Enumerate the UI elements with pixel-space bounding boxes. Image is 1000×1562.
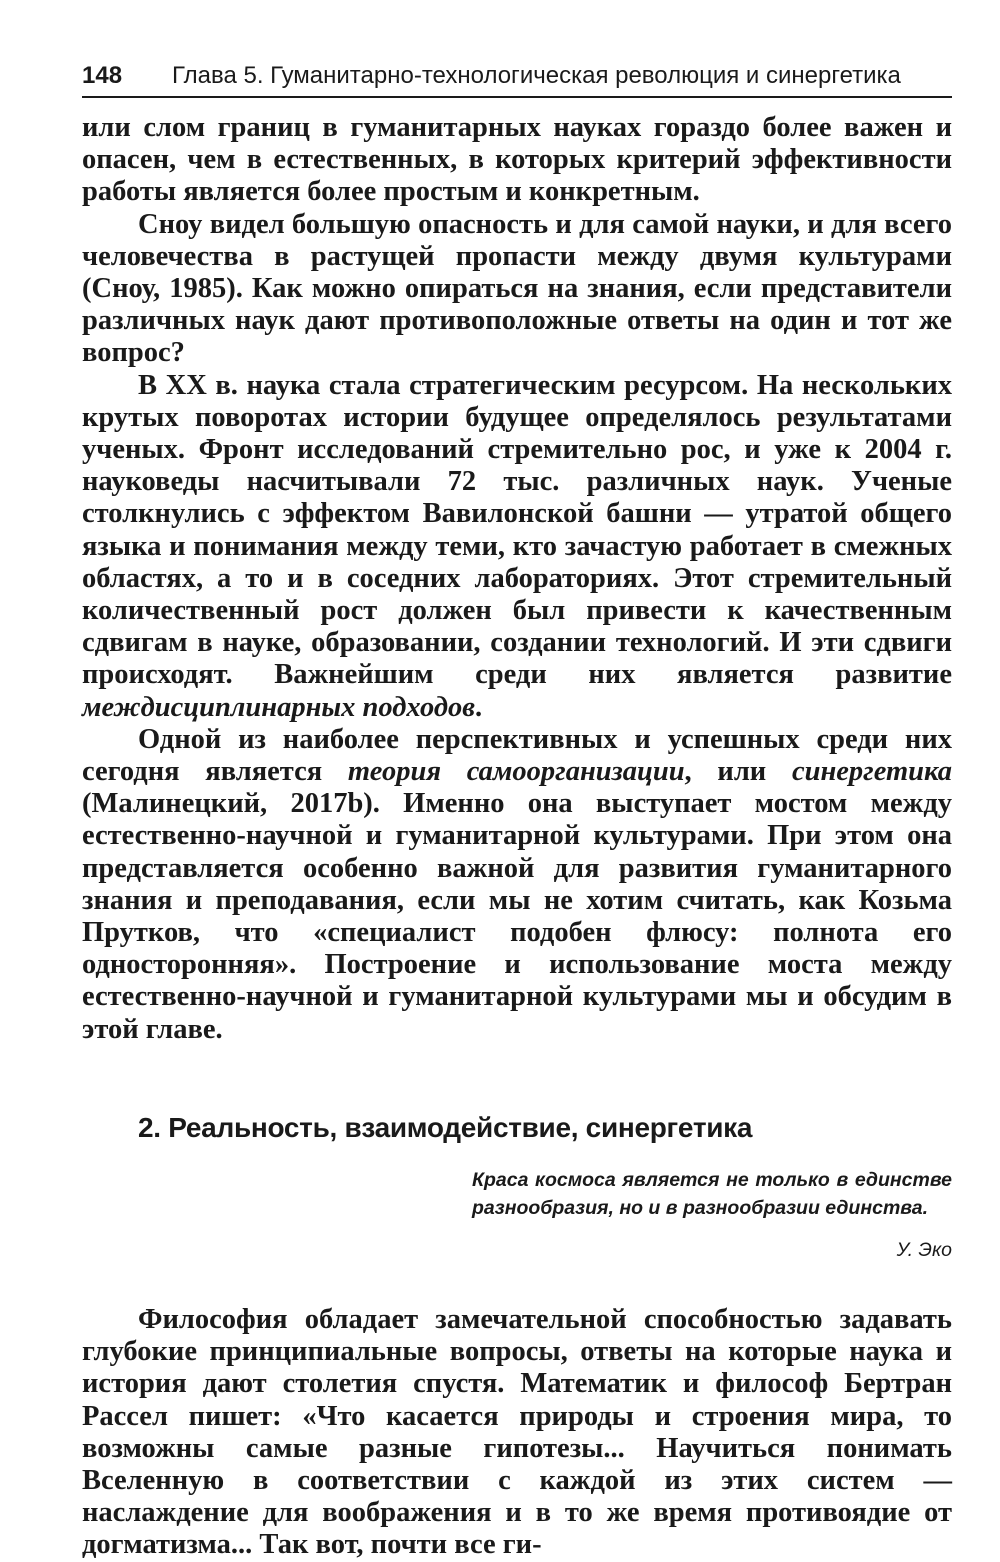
page-number: 148 bbox=[82, 62, 123, 89]
section-heading: 2. Реальность, взаимодействие, синергетика bbox=[138, 1111, 753, 1143]
emphasis-self-organization: теория самоорганизации bbox=[347, 756, 685, 788]
chapter-title: Глава 5. Гуманитарно-технологическая революция и синергетика bbox=[172, 62, 901, 89]
emphasis-synergetics: синергетика bbox=[791, 756, 952, 788]
paragraph-text: Сноу видел большую опасность и для самой науки, и для всего человечества в растущей пропасти между двумя культурами (Сноу, 1985). Как можно опираться на знания, если представители различных наук дают противоположные ответы на один и тот же вопрос? bbox=[82, 208, 952, 369]
paragraph-philosophy bbox=[82, 1304, 952, 1562]
epigraph-text: Краса космоса является не только в единстве разнообразия, но и в разнообразии единства. bbox=[472, 1168, 952, 1219]
paragraph-text: Одной из наиболее перспективных и успешных среди них сегодня является bbox=[82, 723, 952, 788]
paragraph-text: или слом границ в гуманитарных науках гораздо более важен и опасен, чем в естественных, в которых критерий эффективности работы является более простым и конкретным. bbox=[82, 112, 952, 208]
paragraph-snow bbox=[82, 209, 952, 370]
epigraph bbox=[472, 1166, 952, 1264]
emphasis-interdisciplinary: междисциплинарных подходов bbox=[82, 691, 475, 723]
book-page bbox=[82, 62, 952, 1561]
paragraph-text: (Малинецкий, 2017b). Именно она выступает мостом между естественно-научной и гуманитарной культурами. При этом она представляется особенно важной для развития гуманитарного знания и преподавания, если мы не хотим считать, как Козьма Прутков, что «специалист подобен флюсу: полнота его односторонняя». Построение и использование моста между естественно-научной и гуманитарной культурами мы и обсудим в этой главе. bbox=[82, 788, 952, 1045]
paragraph-text: , или bbox=[684, 756, 792, 788]
epigraph-author: У. Эко bbox=[896, 1238, 952, 1261]
paragraph-xx-century bbox=[82, 370, 952, 724]
section-body bbox=[82, 1304, 952, 1562]
paragraph-synergetics bbox=[82, 724, 952, 1046]
paragraph-continuation bbox=[82, 112, 952, 209]
paragraph-text: . bbox=[474, 691, 483, 723]
paragraph-text: Философия обладает замечательной способностью задавать глубокие принципиальные вопросы, ответы на которые наука и история дают столетия спустя. Математик и философ Бертран Рассел пишет: «Что касается природы и строения мира, то возможны самые разные гипотезы... Научиться понимать Вселенную в соответствии с каждой из этих систем — наслаждение для воображения и в то же время противоядие от догматизма... Так вот, почти все ги- bbox=[82, 1303, 952, 1561]
paragraph-text: В XX в. наука стала стратегическим ресурсом. На нескольких крутых поворотах истории будущее определялось результатами ученых. Фронт исследований стремительно рос, и уже к 2004 г. науковеды насчитывали 72 тыс. различных наук. Ученые столкнулись с эффектом Вавилонской башни — утратой общего языка и понимания между теми, кто зачастую работает в смежных областях, а то и в соседних лабораториях. Этот стремительный количественный рост должен был привести к качественным сдвигам в науке, образовании, создании технологий. И эти сдвиги происходят. Важнейшим среди них является развитие bbox=[82, 369, 952, 691]
running-head bbox=[82, 62, 952, 98]
body-text bbox=[82, 112, 952, 1046]
